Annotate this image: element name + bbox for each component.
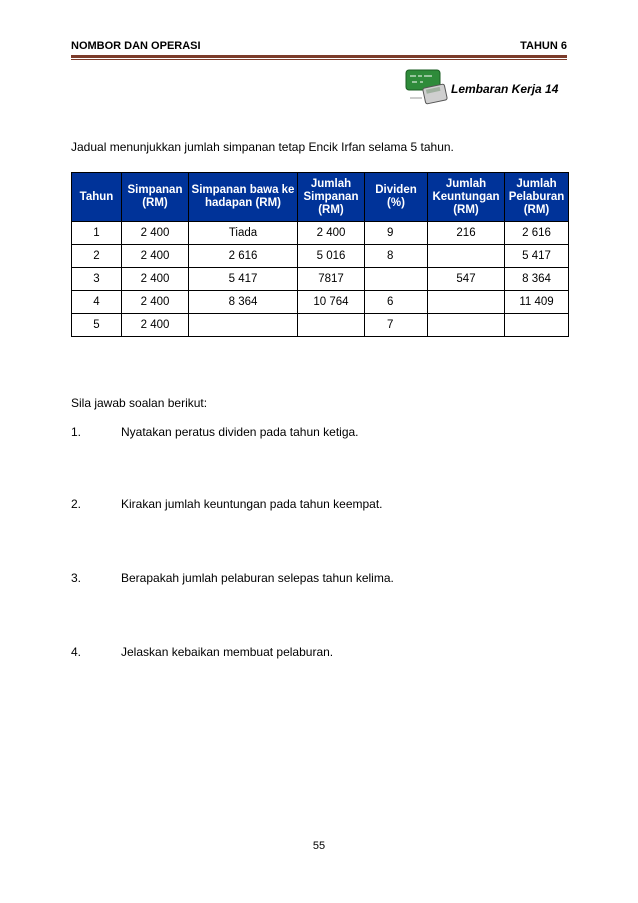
table-cell: 6 — [365, 291, 428, 314]
table-row — [72, 291, 569, 314]
col-header: Jumlah Simpanan (RM) — [298, 173, 365, 222]
table-row — [72, 314, 569, 337]
table-cell: 9 — [365, 222, 428, 245]
header-title: NOMBOR DAN OPERASI — [71, 40, 201, 52]
savings-table — [71, 172, 569, 337]
table-cell: 5 — [72, 314, 122, 337]
table-cell — [505, 314, 569, 337]
question-number: 3. — [71, 571, 82, 585]
table-cell: 11 409 — [505, 291, 569, 314]
col-header: Dividen (%) — [365, 173, 428, 222]
table-cell: 5 417 — [189, 268, 298, 291]
table-cell: 2 616 — [189, 245, 298, 268]
table-cell: 1 — [72, 222, 122, 245]
question-number: 2. — [71, 497, 82, 511]
table-cell: 10 764 — [298, 291, 365, 314]
header-grade: TAHUN 6 — [520, 40, 567, 52]
intro-text: Jadual menunjukkan jumlah simpanan tetap Encik Irfan selama 5 tahun. — [71, 140, 454, 154]
page-number: 55 — [312, 840, 326, 852]
table-row — [72, 222, 569, 245]
table-header-row — [72, 173, 569, 222]
table-cell: 8 — [365, 245, 428, 268]
col-header: Simpanan bawa ke hadapan (RM) — [189, 173, 298, 222]
col-header: Tahun — [72, 173, 122, 222]
question-text: Berapakah jumlah pelaburan selepas tahun kelima. — [121, 571, 394, 585]
table-cell: 7817 — [298, 268, 365, 291]
table-cell — [189, 314, 298, 337]
col-header: Jumlah Pelaburan (RM) — [505, 173, 569, 222]
table-cell: 2 400 — [122, 268, 189, 291]
calculator-chalkboard-icon — [404, 68, 452, 106]
table-cell: 547 — [428, 268, 505, 291]
table-cell: 3 — [72, 268, 122, 291]
table-cell: 4 — [72, 291, 122, 314]
table-cell — [428, 314, 505, 337]
question-text: Nyatakan peratus dividen pada tahun ketiga. — [121, 425, 359, 439]
table-row — [72, 268, 569, 291]
table-cell — [298, 314, 365, 337]
table-cell: 2 400 — [298, 222, 365, 245]
worksheet-label: Lembaran Kerja 14 — [451, 82, 559, 96]
table-cell: 2 — [72, 245, 122, 268]
table-row — [72, 245, 569, 268]
table-cell: 216 — [428, 222, 505, 245]
table-cell — [365, 268, 428, 291]
table-cell: 2 400 — [122, 314, 189, 337]
table-cell: 5 016 — [298, 245, 365, 268]
question-text: Kirakan jumlah keuntungan pada tahun keempat. — [121, 497, 383, 511]
header-rule-thick — [71, 55, 567, 58]
col-header: Simpanan (RM) — [122, 173, 189, 222]
table-cell: 2 400 — [122, 291, 189, 314]
table-cell — [428, 245, 505, 268]
table-cell: Tiada — [189, 222, 298, 245]
worksheet-badge — [404, 68, 566, 106]
table-cell: 8 364 — [505, 268, 569, 291]
header-rule-thin — [71, 59, 567, 60]
table-cell: 7 — [365, 314, 428, 337]
table-cell: 8 364 — [189, 291, 298, 314]
table-cell: 2 400 — [122, 222, 189, 245]
table-cell: 2 400 — [122, 245, 189, 268]
page-header — [71, 40, 567, 54]
question-number: 1. — [71, 425, 82, 439]
table-cell: 2 616 — [505, 222, 569, 245]
question-number: 4. — [71, 645, 82, 659]
col-header: Jumlah Keuntungan (RM) — [428, 173, 505, 222]
table-cell: 5 417 — [505, 245, 569, 268]
question-text: Jelaskan kebaikan membuat pelaburan. — [121, 645, 334, 659]
table-cell — [428, 291, 505, 314]
